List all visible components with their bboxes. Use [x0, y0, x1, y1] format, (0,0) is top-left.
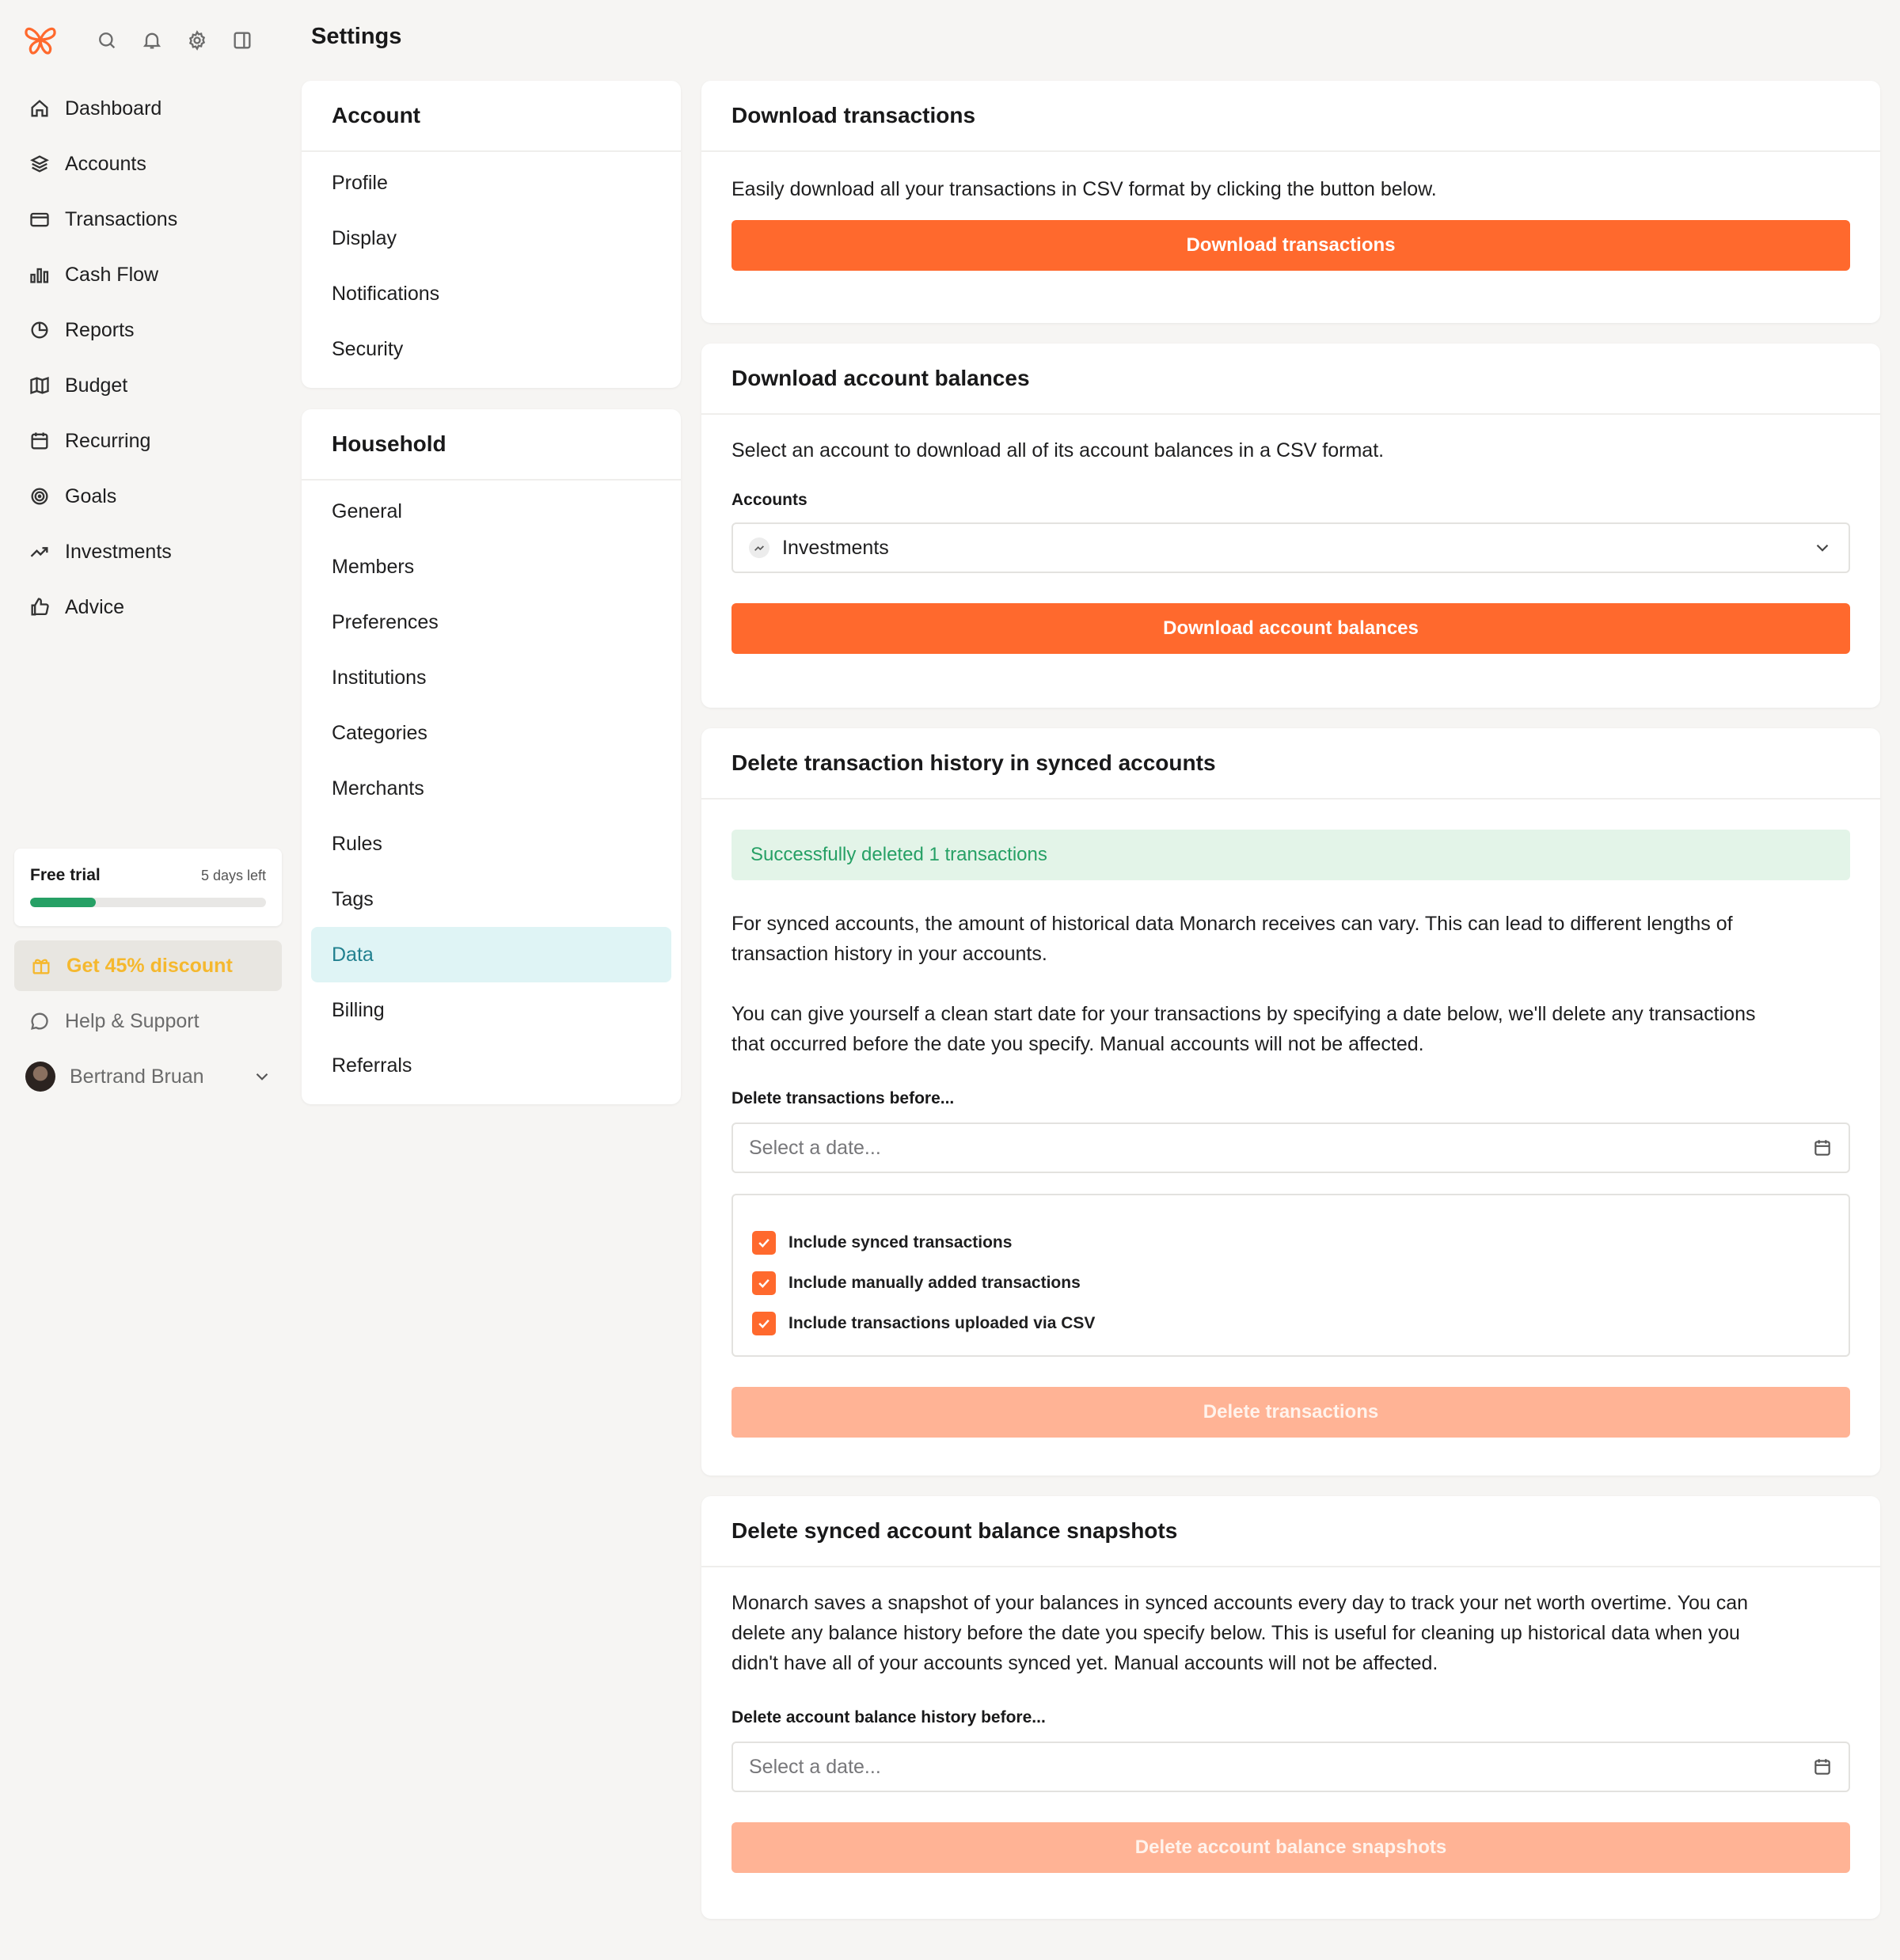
main-nav: [19, 81, 280, 635]
trial-title: Free trial: [30, 866, 101, 884]
download-transactions-button[interactable]: Download transactions: [732, 220, 1850, 271]
menu-item-categories[interactable]: Categories: [332, 721, 428, 744]
nav-item-goals[interactable]: [19, 469, 280, 524]
include-manual-checkbox[interactable]: [752, 1263, 1830, 1303]
user-name: Bertrand Bruan: [70, 1065, 204, 1088]
menu-item-profile[interactable]: Profile: [332, 171, 388, 194]
menu-item-institutions[interactable]: Institutions: [332, 666, 427, 689]
layers-icon: [28, 153, 51, 175]
account-settings-menu: [302, 81, 681, 388]
delete-transactions-button[interactable]: Delete transactions: [732, 1387, 1850, 1438]
menu-item-general[interactable]: General: [332, 499, 402, 522]
description-line: Monarch saves a snapshot of your balances in synced accounts every day to track your net worth overtime. You can: [732, 1592, 1749, 1614]
nav-item-reports[interactable]: [19, 302, 280, 358]
card-title: Download transactions: [701, 81, 1880, 152]
household-settings-menu: [302, 409, 681, 1104]
chevron-down-icon: [252, 1066, 272, 1087]
menu-item-members[interactable]: Members: [332, 555, 415, 578]
trial-progress-fill: [30, 898, 96, 907]
target-icon: [28, 485, 51, 507]
nav-item-accounts[interactable]: [19, 136, 280, 192]
date-field-label: Delete account balance history before...: [732, 1708, 1046, 1726]
account-select[interactable]: [732, 522, 1850, 573]
download-transactions-card: [701, 81, 1880, 323]
discount-label: Get 45% discount: [66, 954, 233, 977]
delete-before-date-input[interactable]: [732, 1122, 1850, 1173]
checkbox-checked[interactable]: [752, 1271, 776, 1295]
description-line: delete any balance history before the date you specify below. This is useful for cleaning up historical data when you: [732, 1622, 1740, 1644]
delete-snapshots-card: [701, 1496, 1880, 1919]
sidebar-toggle-icon[interactable]: [229, 27, 256, 54]
nav-item-label: Reports: [65, 318, 135, 341]
menu-section-title: Household: [302, 409, 681, 481]
search-icon[interactable]: [93, 27, 120, 54]
menu-item-display[interactable]: Display: [332, 226, 397, 249]
home-icon: [28, 97, 51, 120]
checkbox-checked[interactable]: [752, 1312, 776, 1335]
description-line: that occurred before the date you specify. Manual accounts will not be affected.: [732, 1033, 1424, 1055]
checkbox-checked[interactable]: [752, 1231, 776, 1255]
menu-item-preferences[interactable]: Preferences: [332, 610, 439, 633]
chat-bubble-icon: [28, 1010, 51, 1032]
menu-section-title: Account: [302, 81, 681, 152]
nav-item-label: Cash Flow: [65, 263, 159, 286]
help-label: Help & Support: [65, 1009, 200, 1032]
help-support-link[interactable]: [14, 996, 282, 1046]
chevron-down-icon: [1812, 537, 1833, 558]
nav-item-budget[interactable]: [19, 358, 280, 413]
nav-item-investments[interactable]: [19, 524, 280, 579]
description-line: You can give yourself a clean start date for your transactions by specifying a date below, we'll delete any transactions: [732, 1003, 1756, 1025]
description-line: transaction history in your accounts.: [732, 943, 1047, 965]
menu-item-rules[interactable]: Rules: [332, 832, 382, 855]
trial-days-left: 5 days left: [200, 867, 266, 883]
download-balances-card: [701, 344, 1880, 708]
checkbox-label: Include transactions uploaded via CSV: [788, 1313, 1096, 1332]
calendar-icon: [1812, 1757, 1833, 1777]
card-title: Delete transaction history in synced accounts: [701, 728, 1880, 800]
nav-item-label: Transactions: [65, 207, 178, 230]
delete-history-card: [701, 728, 1880, 1476]
calendar-icon: [28, 430, 51, 452]
menu-item-referrals[interactable]: Referrals: [332, 1054, 412, 1077]
avatar: [25, 1062, 55, 1092]
page-title: Settings: [311, 24, 402, 49]
nav-item-label: Goals: [65, 484, 117, 507]
card-description: Easily download all your transactions in CSV format by clicking the button below.: [732, 178, 1437, 200]
description-line: For synced accounts, the amount of historical data Monarch receives can vary. This can lead to different lengths of: [732, 913, 1733, 935]
monarch-logo[interactable]: [22, 22, 59, 59]
nav-item-cash-flow[interactable]: [19, 247, 280, 302]
bar-chart-icon: [28, 264, 51, 286]
menu-item-tags[interactable]: Tags: [332, 887, 374, 910]
description-line: didn't have all of your accounts synced yet. Manual accounts will not be affected.: [732, 1652, 1438, 1674]
checkbox-label: Include manually added transactions: [788, 1273, 1081, 1292]
nav-item-advice[interactable]: [19, 579, 280, 635]
nav-item-label: Investments: [65, 540, 172, 563]
card-title: Download account balances: [701, 344, 1880, 415]
nav-item-label: Advice: [65, 595, 125, 618]
trending-up-icon: [28, 541, 51, 563]
map-icon: [28, 374, 51, 397]
nav-item-dashboard[interactable]: [19, 81, 280, 136]
free-trial-card[interactable]: [14, 849, 282, 926]
left-sidebar: [0, 0, 293, 1960]
top-toolbar: [22, 21, 274, 60]
bell-icon[interactable]: [139, 27, 165, 54]
nav-item-recurring[interactable]: [19, 413, 280, 469]
credit-card-icon: [28, 208, 51, 230]
gift-icon: [30, 955, 52, 977]
pie-chart-icon: [28, 319, 51, 341]
user-menu[interactable]: [14, 1051, 282, 1102]
delete-snapshots-button[interactable]: Delete account balance snapshots: [732, 1822, 1850, 1873]
checkbox-label: Include synced transactions: [788, 1233, 1013, 1252]
include-options-group: [732, 1194, 1850, 1357]
balance-history-date-input[interactable]: [732, 1742, 1850, 1792]
menu-item-merchants[interactable]: Merchants: [332, 777, 424, 800]
thumbs-up-icon: [28, 596, 51, 618]
date-placeholder: Select a date...: [749, 1755, 881, 1778]
menu-item-security[interactable]: Security: [332, 337, 404, 360]
investment-account-icon: [749, 537, 770, 558]
discount-button[interactable]: [14, 940, 282, 991]
card-title: Delete synced account balance snapshots: [701, 1496, 1880, 1567]
accounts-field-label: Accounts: [732, 491, 808, 509]
calendar-icon: [1812, 1138, 1833, 1158]
gear-icon[interactable]: [184, 27, 211, 54]
menu-item-billing[interactable]: Billing: [332, 998, 385, 1021]
download-balances-button[interactable]: Download account balances: [732, 603, 1850, 654]
nav-item-transactions[interactable]: [19, 192, 280, 247]
trial-progress-bar: [30, 898, 266, 907]
selected-account: Investments: [782, 536, 889, 559]
include-synced-checkbox[interactable]: [752, 1222, 1830, 1263]
menu-item-data[interactable]: Data: [311, 927, 671, 982]
date-placeholder: Select a date...: [749, 1136, 881, 1159]
menu-item-notifications[interactable]: Notifications: [332, 282, 440, 305]
include-csv-checkbox[interactable]: [752, 1303, 1830, 1343]
date-field-label: Delete transactions before...: [732, 1089, 955, 1107]
nav-item-label: Dashboard: [65, 97, 162, 120]
nav-item-label: Budget: [65, 374, 128, 397]
nav-item-label: Accounts: [65, 152, 146, 175]
success-banner: Successfully deleted 1 transactions: [732, 830, 1850, 880]
nav-item-label: Recurring: [65, 429, 151, 452]
card-description: Select an account to download all of its account balances in a CSV format.: [732, 439, 1385, 462]
